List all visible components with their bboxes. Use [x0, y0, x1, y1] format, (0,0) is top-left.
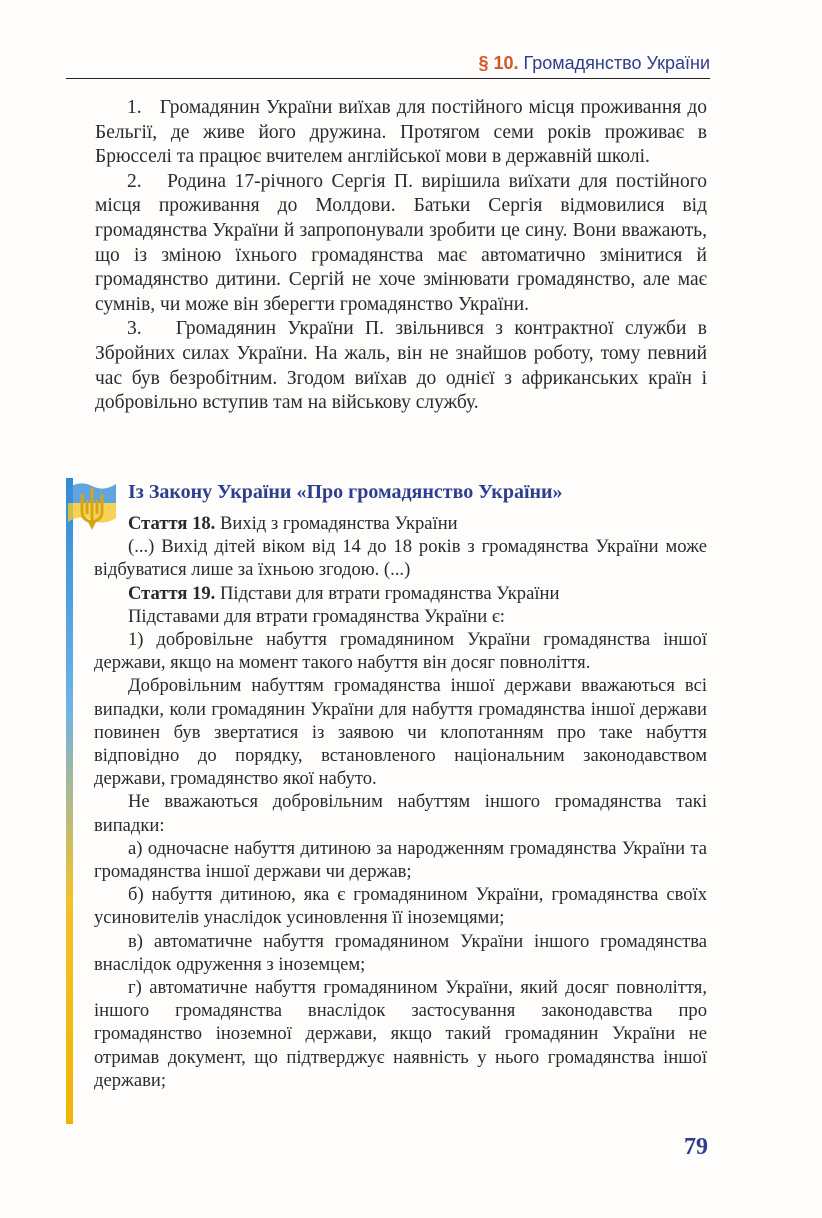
law-paragraph: а) одночасне набуття дитиною за народженням громадянства України та громадянства іншої держави чи держав;	[94, 837, 707, 883]
page-number: 79	[684, 1134, 708, 1160]
article-18-heading: Стаття 18. Вихід з громадянства України	[128, 513, 458, 534]
law-paragraph: 1) добровільне набуття громадянином України громадянства іншої держави, якщо на момент такого набуття він досяг повноліття.	[94, 629, 707, 674]
box-side-bar	[66, 478, 73, 1124]
law-box-title: Із Закону України «Про громадянство України»	[128, 481, 563, 503]
law-paragraph: Добровільним набуттям громадянства іншої держави вважаються всі випадки, коли громадянин України для набуття громадянства іншої держави повинен був звертатися із заявою чи клопотанням про таке набуття відповідно до порядку, встановленого національним законодавством держави, громадянство якої набуто.	[94, 675, 707, 790]
section-title: Громадянство України	[523, 53, 710, 73]
law-excerpt	[94, 512, 707, 1092]
article-18-text: (...) Вихід дітей віком від 14 до 18 років з громадянства України може відбуватися лише за їхньою згодою. (...)	[94, 536, 707, 581]
case-3: 3. Громадянин України П. звільнився з контрактної служби в Збройних силах України. На жаль, він не знайшов роботу, тому певний час був безробітним. Згодом виїхав до однієї з африканських країн і добровільно вступив там на військову службу.	[95, 318, 707, 414]
law-paragraph: в) автоматичне набуття громадянином України іншого громадянства внаслідок одруження з іноземцем;	[94, 930, 707, 975]
cases-block	[95, 96, 707, 416]
law-paragraph: Підставами для втрати громадянства України є:	[128, 605, 505, 627]
case-1: 1. Громадянин України виїхав для постійного місця проживання до Бельгії, де живе його дружина. Протягом семи років проживає в Брюсселі та працює вчителем англійської мови в державній школі.	[95, 97, 707, 168]
case-2: 2. Родина 17-річного Сергія П. вирішила виїхати для постійного місця проживання до Молдови. Батьки Сергія відмовилися від громадянства України й запропонували зробити це сину. Вони вважають, що із зміною їхнього громадянства має автоматично змінитися й громадянство дитини. Сергій не хоче змінювати громадянство, але має сумнів, чи може він зберегти громадянство України.	[95, 170, 707, 315]
law-paragraph: г) автоматичне набуття громадянином України, який досяг повноліття, іншого громадянства внаслідок застосування законодавства про громадянство іноземної держави, якщо такий громадянин України не отримав документ, що підтверджує наявність у нього громадянства іншої держави;	[94, 977, 707, 1091]
section-number: § 10.	[478, 53, 519, 73]
law-paragraph: Не вважаються добровільним набуттям іншого громадянства такі випадки:	[94, 791, 707, 836]
article-19-heading: Стаття 19. Підстави для втрати громадянства України	[128, 582, 560, 604]
law-paragraph: б) набуття дитиною, яка є громадянином України, громадянства своїх усиновителів унаслідок усиновлення її іноземцями;	[94, 884, 707, 929]
page-header	[66, 48, 710, 79]
